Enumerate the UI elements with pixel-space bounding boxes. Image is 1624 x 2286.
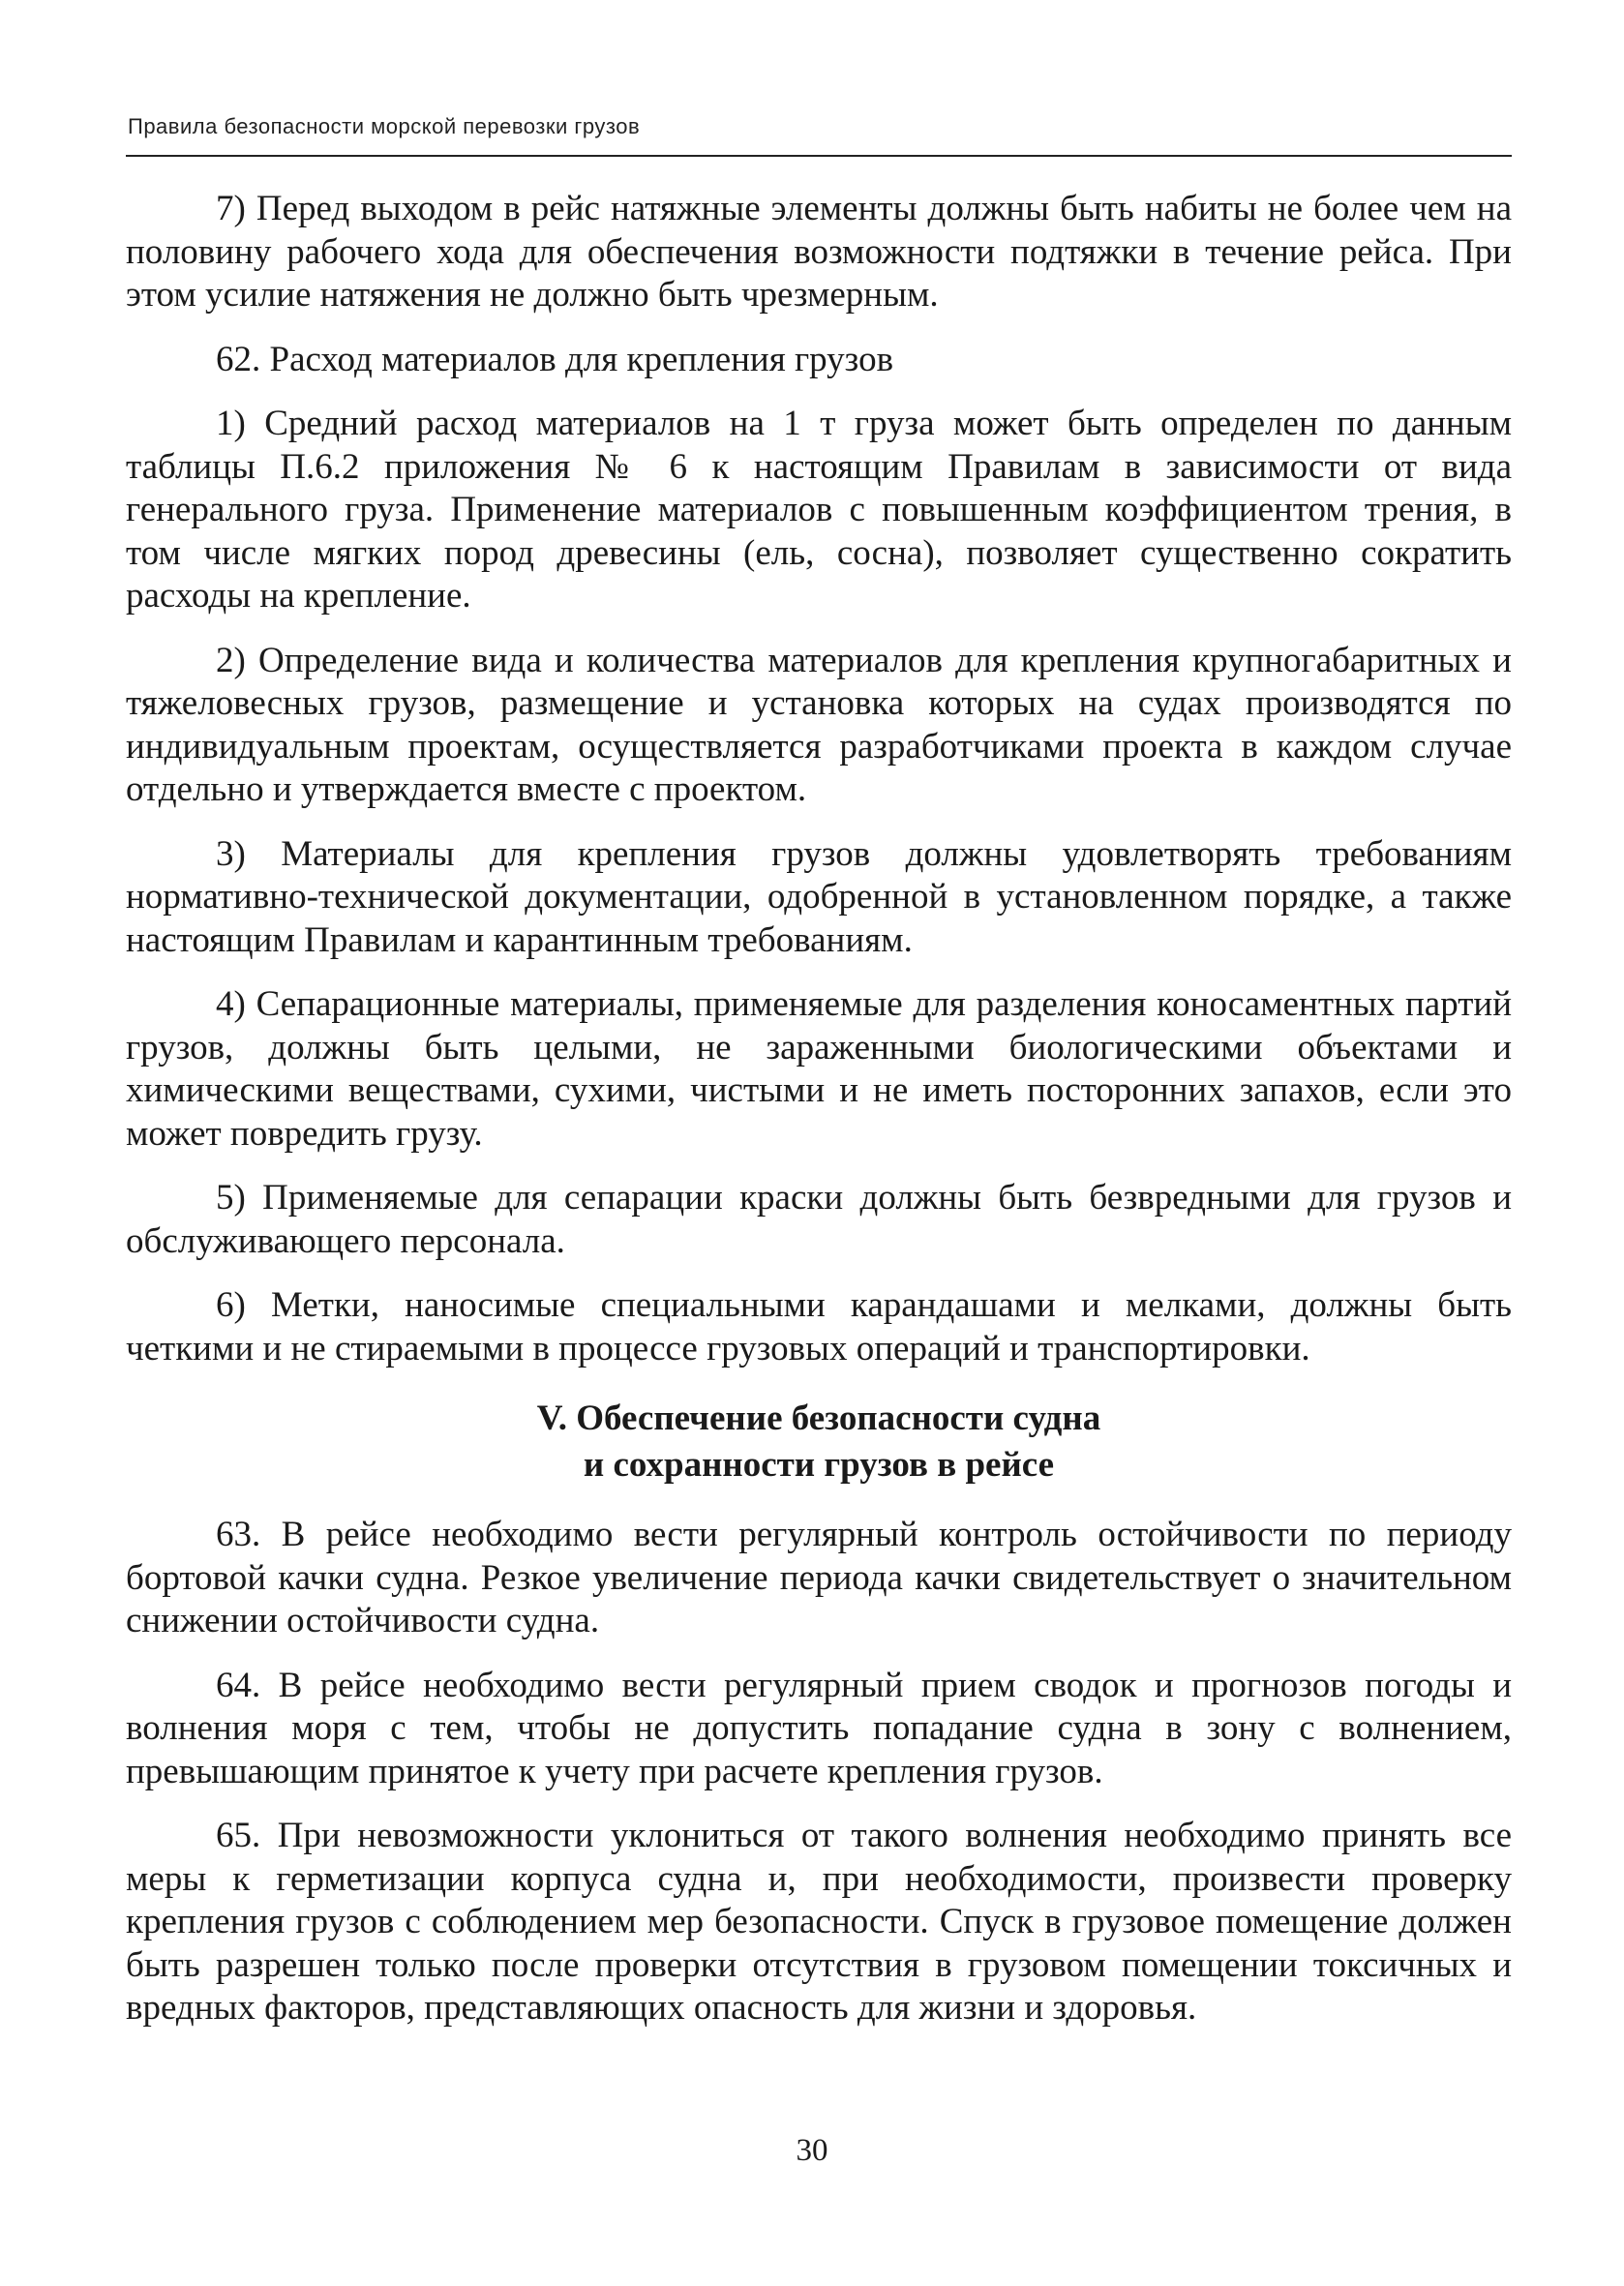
- paragraph-62-title: 62. Расход материалов для крепления грузов: [216, 339, 894, 379]
- page-number: 30: [796, 2133, 828, 2168]
- paragraph-62-5: 5) Применяемые для сепарации краски должны быть безвредными для грузов и обслуживающего персонала.: [126, 1178, 1512, 1261]
- paragraph-65: 65. При невозможности уклониться от такого волнения необходимо принять все меры к герметизации корпуса судна и, при необходимости, произвести проверку крепления грузов с соблюдением мер безопасности. Спуск в грузовое помещение должен быть разрешен только после проверки отсутствия в грузовом помещении токсичных и вредных факторов, представляющих опасность для жизни и здоровья.: [126, 1816, 1512, 2028]
- paragraph-62-3: 3) Материалы для крепления грузов должны удовлетворять требованиям нормативно-технической документации, одобренной в установленном порядке, а также настоящим Правилам и карантинным требованиям.: [126, 833, 1512, 960]
- paragraph-62-2: 2) Определение вида и количества материалов для крепления крупногабаритных и тяжеловесных грузов, размещение и установка которых на судах производятся по индивидуальным проектам, осуществляется разработчиками проекта в каждом случае отдельно и утверждается вместе с проектом.: [126, 640, 1512, 809]
- section-heading-line-1: V. Обеспечение безопасности судна: [536, 1399, 1101, 1438]
- paragraph-62-1: 1) Средний расход материалов на 1 т груза может быть определен по данным таблицы П.6.2 приложения № 6 к настоящим Правилам в зависимости от вида генерального груза. Применение материалов с повышенным коэффициентом трения, в том числе мягких пород древесины (ель, сосна), позволяет существенно сократить расходы на крепление.: [126, 404, 1512, 616]
- paragraph-62-4: 4) Сепарационные материалы, применяемые для разделения коносаментных партий грузов, должны быть целыми, не зараженными биологическими объектами и химическими веществами, сухими, чистыми и не иметь посторонних запахов, если это может повредить грузу.: [126, 984, 1512, 1154]
- section-heading-line-2: и сохранности грузов в рейсе: [583, 1445, 1055, 1485]
- paragraph-63: 63. В рейсе необходимо вести регулярный контроль остойчивости по периоду бортовой качки судна. Резкое увеличение периода качки свидетельствует о значительном снижении остойчивости судна.: [126, 1515, 1512, 1640]
- header-divider: [126, 155, 1512, 157]
- section-heading: [126, 1396, 1512, 1489]
- running-header: Правила безопасности морской перевозки грузов: [128, 114, 641, 138]
- paragraph-item-7: 7) Перед выходом в рейс натяжные элементы должны быть набиты не более чем на половину рабочего хода для обеспечения возможности подтяжки в течение рейса. При этом усилие натяжения не должно быть чрезмерным.: [126, 189, 1512, 315]
- paragraph-64: 64. В рейсе необходимо вести регулярный прием сводок и прогнозов погоды и волнения моря с тем, чтобы не допустить попадание судна в зону с волнением, превышающим принятое к учету при расчете крепления грузов.: [126, 1665, 1512, 1791]
- paragraph-62-6: 6) Метки, наносимые специальными карандашами и мелками, должны быть четкими и не стираемыми в процессе грузовых операций и транспортировки.: [126, 1285, 1512, 1369]
- document-body: [126, 188, 1512, 2030]
